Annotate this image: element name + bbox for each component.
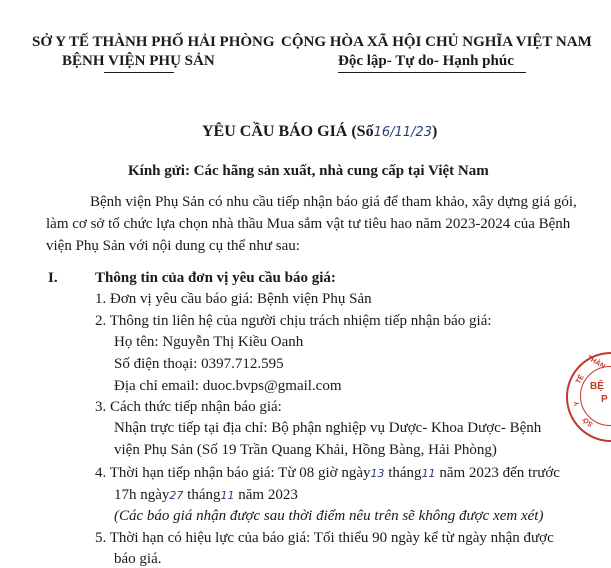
item-4-month-end: 11 xyxy=(220,489,235,502)
document-title-text: YÊU CẦU BÁO GIÁ (Số xyxy=(202,123,374,140)
intro-line-1: Bệnh viện Phụ Sản có nhu cầu tiếp nhận báo giá để tham khảo, xây dựng giá gói, xyxy=(90,194,577,210)
item-3: 3. Cách thức tiếp nhận báo giá: xyxy=(95,399,282,415)
item-4-line-b xyxy=(114,487,298,504)
item-1: 1. Đơn vị yêu cầu báo giá: Bệnh viện Phụ Sản xyxy=(95,291,372,307)
item-4-b1: 17h ngày xyxy=(114,487,170,503)
stamp-text-bottom: SỞ xyxy=(581,415,595,428)
stamp-text-left-2: Y xyxy=(573,400,582,407)
item-4-note: (Các báo giá nhận được sau thời điểm nêu trên sẽ không được xem xét) xyxy=(114,508,544,524)
section-numeral: I. xyxy=(48,270,58,286)
document-title xyxy=(202,123,437,141)
item-2-name: Họ tên: Nguyễn Thị Kiều Oanh xyxy=(114,334,304,350)
item-2-email: Địa chỉ email: duoc.bvps@gmail.com xyxy=(114,378,342,394)
stamp-text-center: BỆ xyxy=(590,381,604,392)
recipient-line: Kính gửi: Các hãng sản xuất, nhà cung cấp tại Việt Nam xyxy=(128,163,489,179)
national-title: CỘNG HÒA XÃ HỘI CHỦ NGHĨA VIỆT NAM xyxy=(281,34,592,50)
national-motto: Độc lập- Tự do- Hạnh phúc xyxy=(338,53,514,69)
stamp-text-center-2: P xyxy=(601,394,608,405)
stamp-text-left-1: TẾ xyxy=(575,373,586,386)
issuer-underline xyxy=(104,72,174,73)
item-5-line-a: 5. Thời hạn có hiệu lực của báo giá: Tối thiểu 90 ngày kể từ ngày nhận được xyxy=(95,530,554,546)
item-4-day-end: 27 xyxy=(169,489,184,502)
item-2: 2. Thông tin liên hệ của người chịu trách nhiệm tiếp nhận báo giá: xyxy=(95,313,492,329)
issuer-hospital-text: BỆNH VIỆN PHỤ SẢN xyxy=(62,53,215,69)
item-4-a1: 4. Thời hạn tiếp nhận báo giá: Từ 08 giờ ngày xyxy=(95,465,371,481)
item-4-line-a xyxy=(95,465,560,482)
item-5-line-b: báo giá. xyxy=(114,551,162,567)
intro-line-3: viện Phụ Sản với nội dung cụ thể như sau: xyxy=(46,238,300,254)
item-4-a3: năm 2023 đến trước xyxy=(435,465,560,481)
document-number-handwritten: 16/11/23 xyxy=(373,125,432,140)
intro-line-2: làm cơ sở tổ chức lựa chọn nhà thầu Mua sắm vật tư tiêu hao năm 2023-2024 của Bệnh xyxy=(46,216,571,232)
item-4-month-start: 11 xyxy=(421,467,436,480)
item-2-phone: Số điện thoại: 0397.712.595 xyxy=(114,356,284,372)
issuer-hospital xyxy=(62,53,215,70)
item-4-day-start: 13 xyxy=(370,467,385,480)
section-heading: Thông tin của đơn vị yêu cầu báo giá: xyxy=(95,270,336,286)
item-3-line-a: Nhận trực tiếp tại địa chỉ: Bộ phận nghiệp vụ Dược- Khoa Dược- Bệnh xyxy=(114,420,542,436)
item-4-a2: tháng xyxy=(384,465,422,481)
motto-underline xyxy=(338,72,526,73)
item-4-b2: tháng xyxy=(183,487,221,503)
issuer-department: SỞ Y TẾ THÀNH PHỐ HẢI PHÒNG xyxy=(32,34,275,50)
document-title-close: ) xyxy=(431,123,438,140)
stamp-text-top: THÀN xyxy=(585,354,606,371)
item-3-line-b: viện Phụ Sản (Số 19 Trần Quang Khải, Hồng Bàng, Hải Phòng) xyxy=(114,442,497,458)
stamp-clip-spacer xyxy=(580,380,611,440)
item-4-b3: năm 2023 xyxy=(234,487,298,503)
